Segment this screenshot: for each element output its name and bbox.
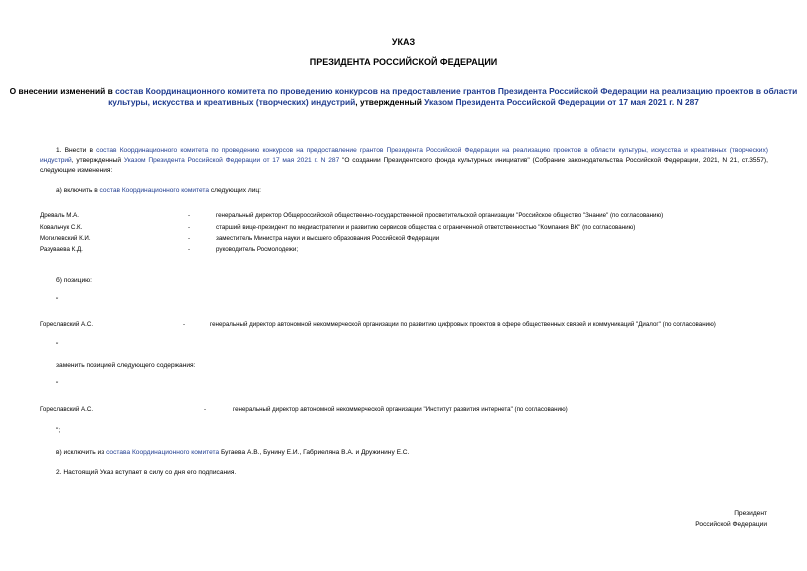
p1-committee-link[interactable]: состав Координационного комитета по проведению конкурсов на предоставление грантов Президента Российской Федерации на реализацию проектов в области культуры, искусства и креативных (творческих) индустрий — [40, 147, 768, 164]
title-middle: , утвержденный — [355, 97, 425, 107]
title-decree-link[interactable]: Указом Президента Российской Федерации от 17 мая 2021 г. N 287 — [424, 97, 699, 107]
member-dash: - — [188, 246, 191, 253]
decree-heading: УКАЗ — [391, 37, 416, 47]
quote-open-2: " — [56, 381, 59, 388]
member-dash: - — [188, 212, 191, 219]
old-entry-name: Гореславский А.С. — [40, 321, 94, 328]
member-name: Ковальчук С.К. — [40, 224, 83, 231]
signature-country: Российской Федерации — [695, 521, 767, 528]
new-entry-position: генеральный директор автономной некоммерческой организации "Институт развития интернета" (по согласованию) — [233, 406, 568, 413]
paragraph-2: 2. Настоящий Указ вступает в силу со дня его подписания. — [56, 469, 237, 476]
member-dash: - — [188, 235, 191, 242]
quote-close-2: "; — [56, 427, 61, 434]
new-entry-dash: - — [204, 406, 207, 413]
title-committee-link[interactable]: состав Координационного комитета по проведению конкурсов на предоставление грантов Президента Российской Федерации на реализацию проектов в области культуры, искусства и креативных (творческих) индустрий — [108, 86, 798, 107]
item-a-suffix: следующих лиц: — [209, 187, 262, 194]
member-position: руководитель Росмолодежи; — [216, 246, 299, 253]
p1-prefix: 1. Внести в — [56, 147, 97, 154]
quote-close: " — [56, 342, 59, 349]
member-dash: - — [188, 224, 191, 231]
item-b: б) позицию: — [56, 277, 92, 284]
p1-suffix: "О создании Президентского фонда культурных инициатив" (Собрание законодательства Российской Федерации, 2021, N 21, ст.3557), следующие изменения: — [40, 157, 768, 174]
member-position: генеральный директор Общероссийской общественно-государственной просветительской организации "Российское общество "Знание" (по согласованию) — [216, 212, 664, 219]
decree-title — [0, 86, 807, 108]
signature-title: Президент — [734, 510, 767, 517]
paragraph-1 — [40, 146, 768, 176]
member-name: Могилевский К.И. — [40, 235, 91, 242]
item-c-prefix: в) исключить из — [56, 449, 107, 456]
item-c-committee-link[interactable]: состава Координационного комитета — [106, 449, 220, 456]
item-a-committee-link[interactable]: состав Координационного комитета — [99, 187, 210, 194]
decree-issuer: ПРЕЗИДЕНТА РОССИЙСКОЙ ФЕДЕРАЦИИ — [309, 57, 498, 67]
item-a — [56, 187, 261, 194]
member-name: Разуваева К.Д. — [40, 246, 83, 253]
item-c-suffix: Бугаева А.В., Бунину Е.И., Габриеляна В.А. и Дружинину Е.С. — [219, 449, 410, 456]
item-a-prefix: а) включить в — [56, 187, 100, 194]
item-c — [56, 449, 409, 456]
p1-middle: , утвержденный — [71, 157, 124, 164]
new-entry-name: Гореславский А.С. — [40, 406, 94, 413]
p1-decree-link[interactable]: Указом Президента Российской Федерации от 17 мая 2021 г. N 287 — [123, 157, 340, 164]
member-name: Древаль М.А. — [40, 212, 80, 219]
title-prefix: О внесении изменений в — [9, 86, 116, 96]
quote-open: " — [56, 297, 59, 304]
old-entry-dash: - — [183, 321, 186, 328]
member-position: старший вице-президент по медиастратегии и развитию сервисов общества с ограниченной ответственностью "Компания ВК" (по согласованию) — [216, 224, 636, 231]
replace-text: заменить позицией следующего содержания: — [56, 362, 196, 369]
member-position: заместитель Министра науки и высшего образования Российской Федерации — [216, 235, 440, 242]
old-entry-position: генеральный директор автономной некоммерческой организации по развитию цифровых проектов в сфере общественных связей и коммуникаций "Диалог" (по согласованию) — [210, 321, 716, 328]
